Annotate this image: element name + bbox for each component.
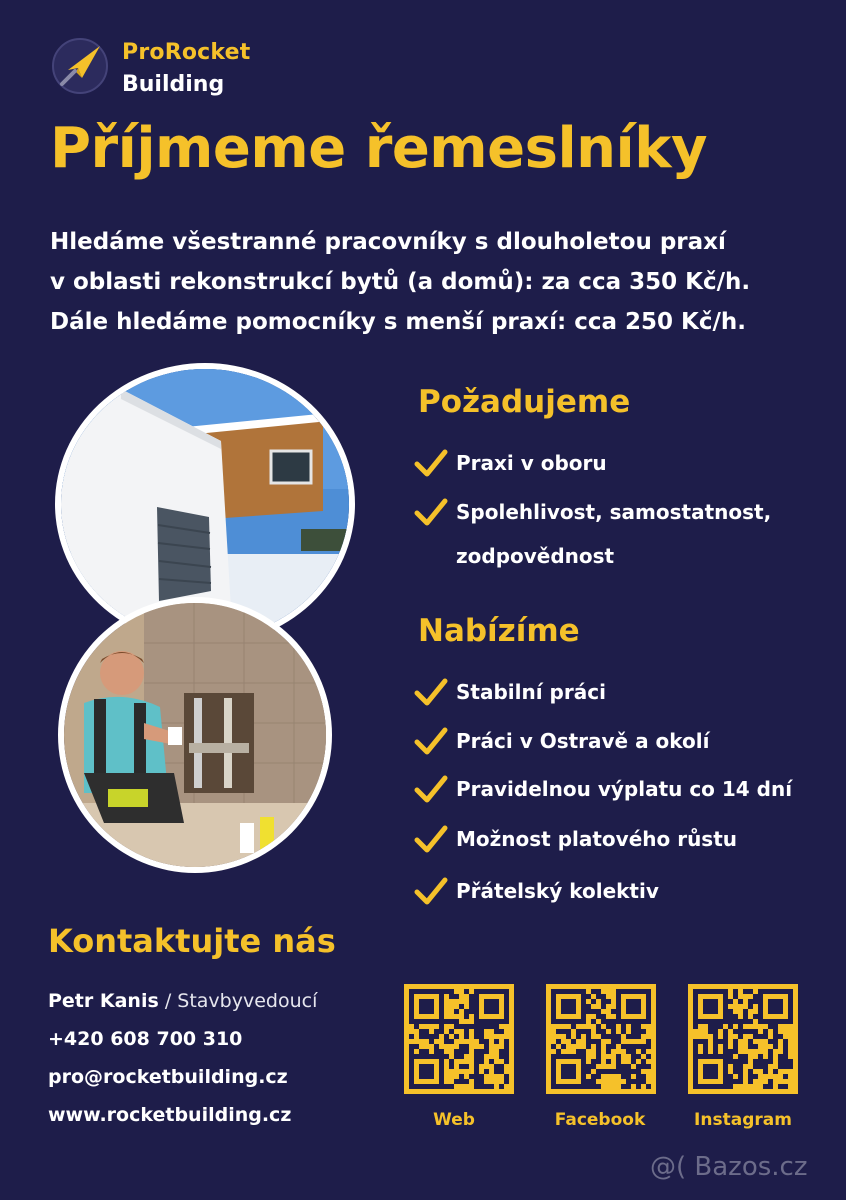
list-item-label: Praxi v oboru bbox=[456, 451, 607, 475]
list-item bbox=[414, 448, 607, 484]
qr-label-instagram[interactable]: Instagram bbox=[694, 1110, 792, 1130]
list-item-label: Stabilní práci bbox=[456, 680, 606, 704]
intro-line: Hledáme všestranné pracovníky s dlouholetou praxí bbox=[50, 229, 726, 255]
qr-pattern bbox=[688, 984, 798, 1094]
contact-name: Petr Kanis bbox=[48, 990, 159, 1012]
contact-role: / Stavbyvedoucí bbox=[158, 990, 318, 1012]
list-item-label: Možnost platového růstu bbox=[456, 827, 738, 851]
checkmark-icon bbox=[414, 824, 448, 854]
contact-person bbox=[48, 990, 317, 1012]
brand-subtitle: Building bbox=[122, 72, 225, 97]
worker-photo bbox=[58, 597, 332, 873]
list-item-label: Pravidelnou výplatu co 14 dní bbox=[456, 777, 793, 801]
requirements-heading: Požadujeme bbox=[418, 384, 631, 420]
list-item bbox=[414, 876, 659, 912]
contact-email[interactable]: pro@rocketbuilding.cz bbox=[48, 1066, 288, 1088]
qr-label-facebook[interactable]: Facebook bbox=[554, 1110, 646, 1130]
page-title: Příjmeme řemeslníky bbox=[50, 116, 707, 181]
checkmark-icon bbox=[414, 677, 448, 707]
list-item bbox=[414, 497, 771, 533]
qr-code-facebook[interactable] bbox=[546, 984, 656, 1094]
checkmark-icon bbox=[414, 774, 448, 804]
list-item-label: zodpovědnost bbox=[456, 544, 615, 568]
qr-code-web[interactable] bbox=[404, 984, 514, 1094]
list-item bbox=[414, 774, 792, 810]
list-item bbox=[414, 677, 606, 713]
logo-icon bbox=[52, 38, 108, 94]
contact-phone[interactable]: +420 608 700 310 bbox=[48, 1028, 243, 1050]
intro-text bbox=[50, 222, 810, 342]
list-item-label: Přátelský kolektiv bbox=[456, 879, 659, 903]
list-item-label: Práci v Ostravě a okolí bbox=[456, 729, 710, 753]
checkmark-icon bbox=[414, 726, 448, 756]
offers-heading: Nabízíme bbox=[418, 613, 580, 649]
watermark: @( Bazos.cz bbox=[650, 1152, 808, 1182]
intro-line: Dále hledáme pomocníky s menší praxí: cca 250 Kč/h. bbox=[50, 309, 746, 335]
qr-pattern bbox=[546, 984, 656, 1094]
intro-line: v oblasti rekonstrukcí bytů (a domů): za cca 350 Kč/h. bbox=[50, 269, 751, 295]
checkmark-icon bbox=[414, 876, 448, 906]
list-item-label: Spolehlivost, samostatnost, bbox=[456, 500, 772, 524]
brand-name: ProRocket bbox=[122, 40, 251, 65]
checkmark-icon bbox=[414, 497, 448, 527]
list-item-continuation bbox=[456, 541, 614, 577]
checkmark-icon bbox=[414, 448, 448, 478]
qr-pattern bbox=[404, 984, 514, 1094]
qr-code-instagram[interactable] bbox=[688, 984, 798, 1094]
contact-website[interactable]: www.rocketbuilding.cz bbox=[48, 1104, 292, 1126]
list-item bbox=[414, 726, 710, 762]
contact-heading: Kontaktujte nás bbox=[48, 922, 336, 960]
qr-label-web[interactable]: Web bbox=[433, 1110, 475, 1130]
list-item bbox=[414, 824, 737, 860]
